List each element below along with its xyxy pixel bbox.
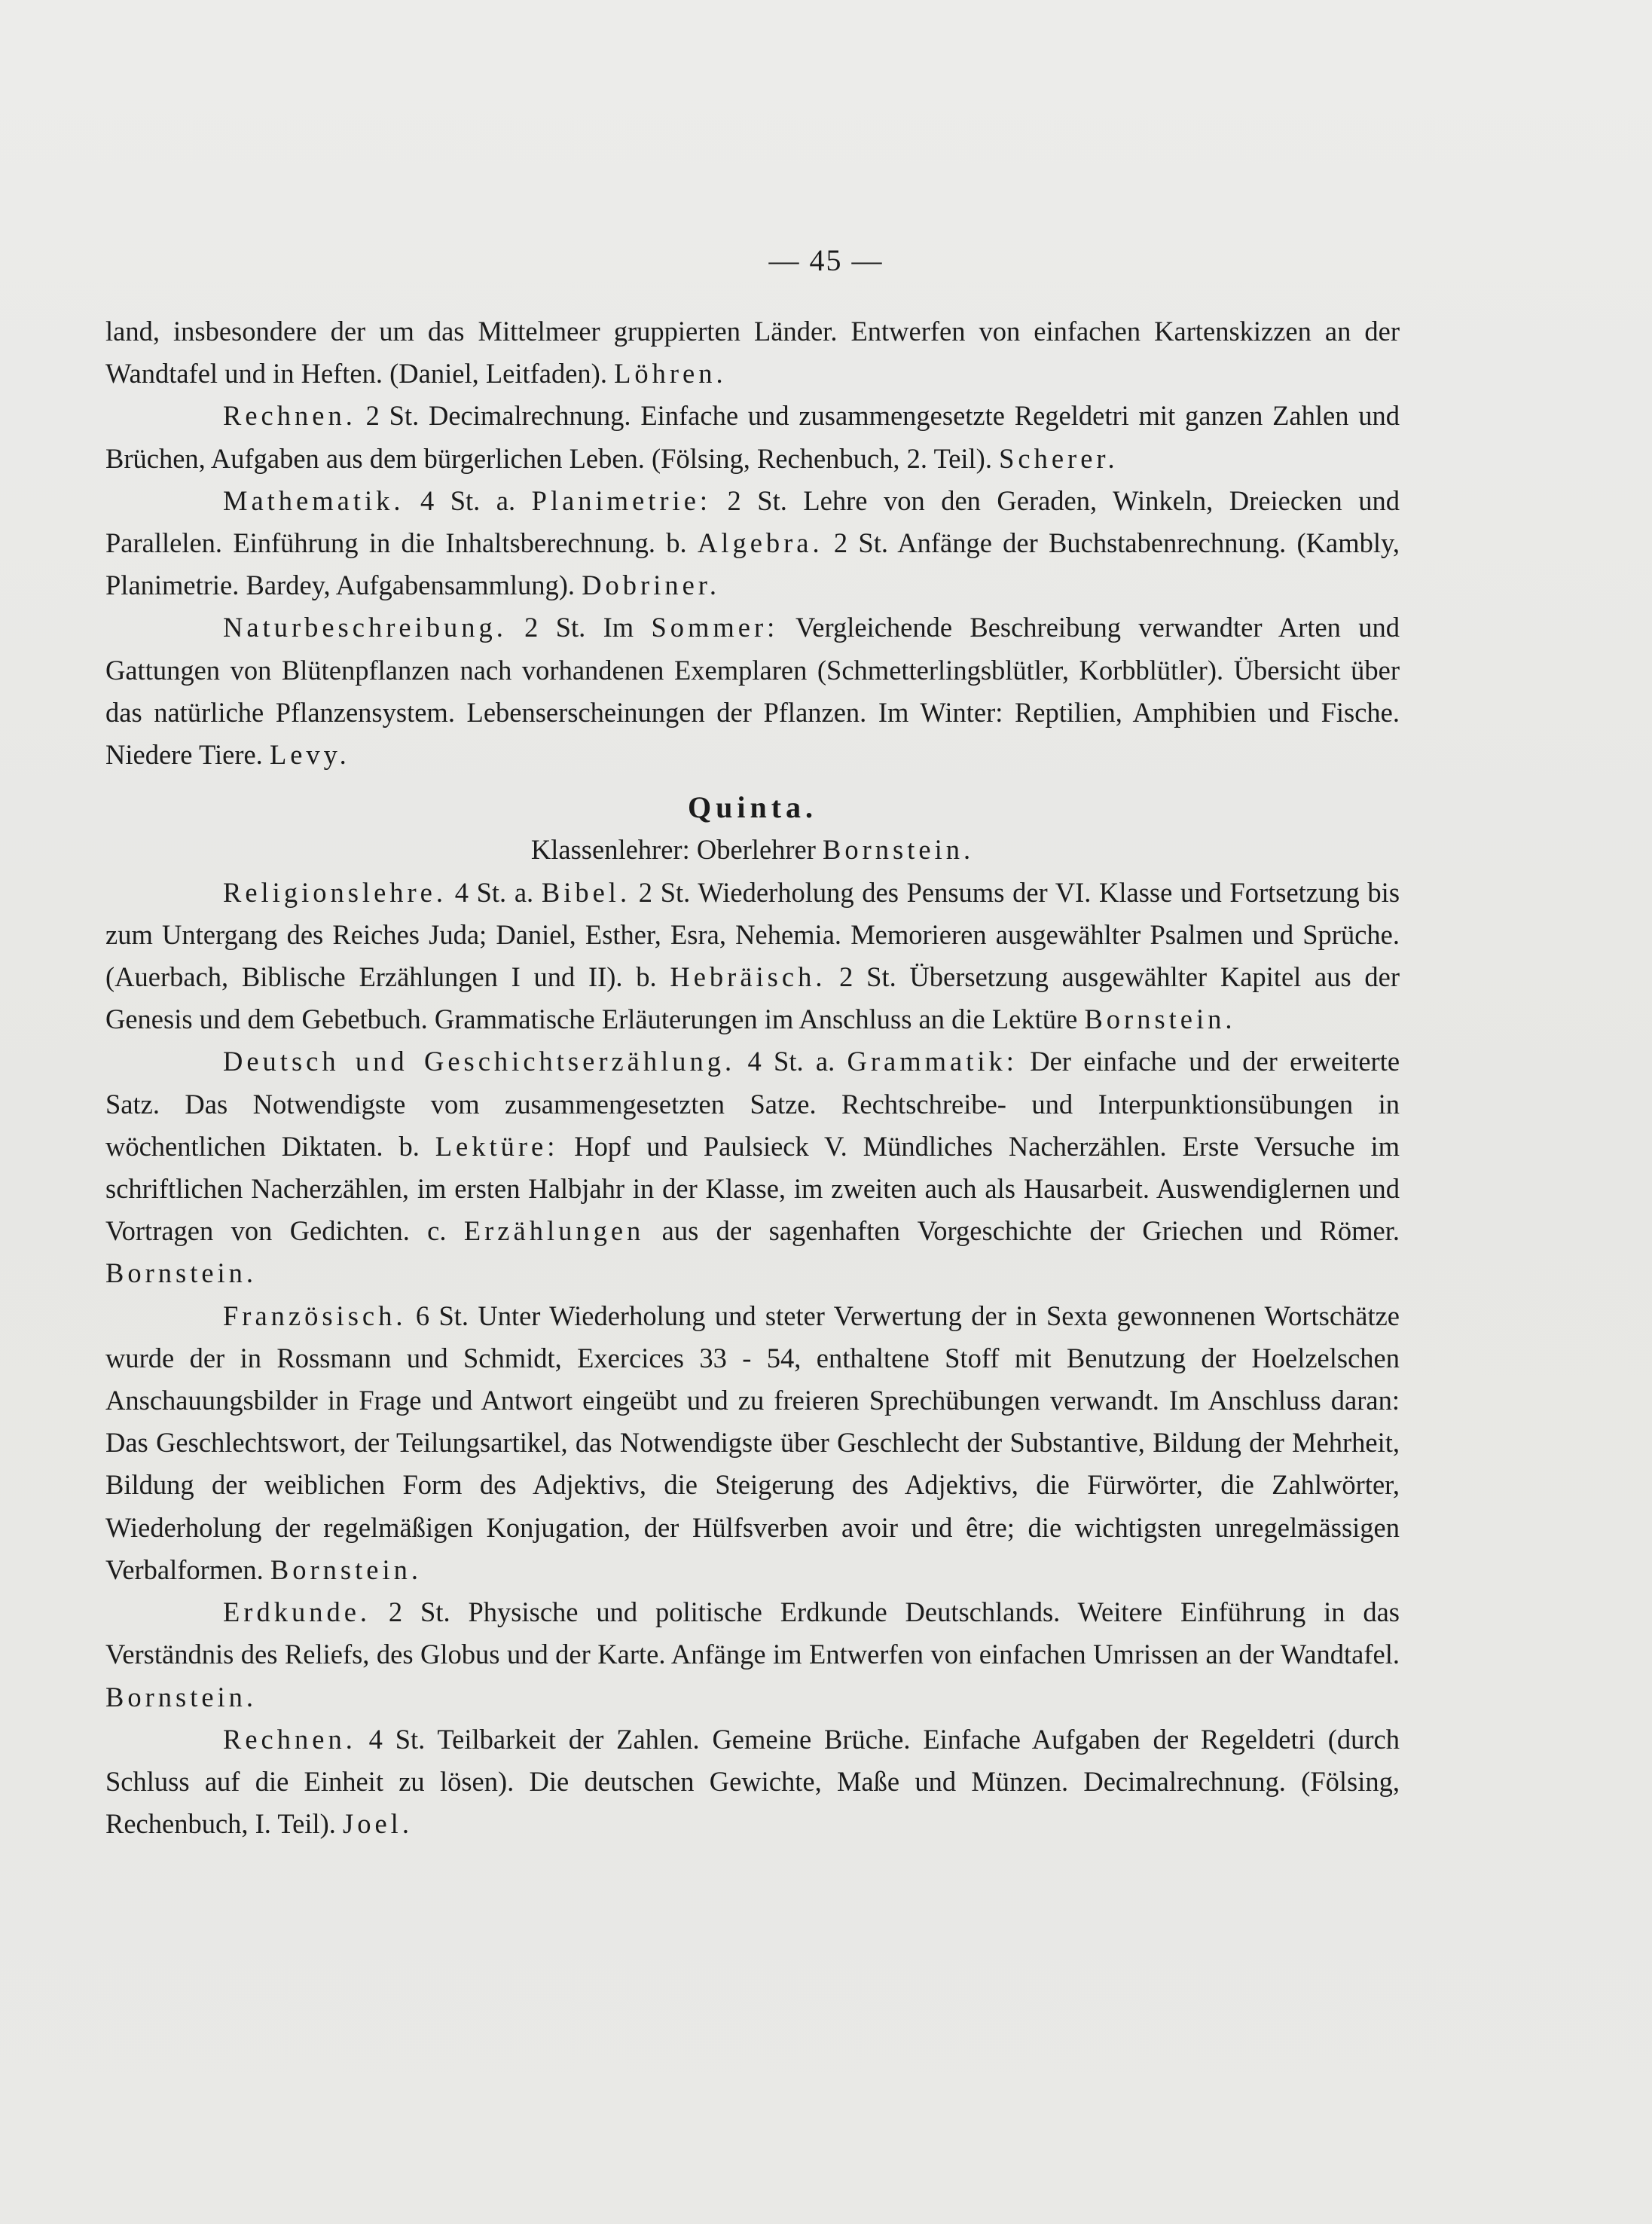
teacher-name: Scherer. [999,442,1119,474]
subject-label: Rechnen. [223,1723,356,1755]
paragraph-geography-sexta: land, insbesondere der um das Mittelmeer gruppierten Länder. Entwerfen von einfachen Kartenskizzen an der Wandtafel und in Heften. (Daniel, Leitfaden). Löhren. [105,316,1400,390]
teacher-name: Bornstein. [823,834,975,866]
paragraph-mathematik: Mathematik. 4 St. a. Planimetrie: 2 St. Lehre von den Geraden, Winkeln, Dreiecken und Parallelen. Einführung in die Inhaltsberechnung. b. Algebra. 2 St. Anfänge der Buchstabenrechnung. (Kambly, Planimetrie. Bardey, Aufgabensammlung). Dobriner. [105,484,1400,601]
teacher-name: Bornstein. [270,1553,422,1585]
teacher-name: Dobriner. [582,570,721,601]
season-label: Winter: [920,696,1003,728]
class-teacher-line: Klassenlehrer: Oberlehrer Bornstein. [530,834,975,866]
teacher-name: Bornstein. [105,1681,258,1712]
subtopic-label: Planimetrie: [531,484,712,516]
subject-label: Mathematik. [223,484,405,516]
teacher-name: Bornstein. [1084,1004,1236,1035]
season-label: Sommer: [651,612,779,643]
subject-label: Religionslehre. [223,876,447,908]
teacher-name: Joel. [343,1808,413,1840]
paragraph-deutsch: Deutsch und Geschichtserzählung. 4 St. a. Grammatik: Der einfache und der erweiterte Satz. Das Notwendigste vom zusammengesetzten Satze. Rechtschreibe- und Interpunktionsübungen in wöchentlichen Diktaten. b. Lektüre: Hopf und Paulsieck V. Mündliches Nacherzählen. Erste Versuche im schriftlichen Nacherzählen, im ersten Halbjahr in der Klasse, im zweiten auch als Hausarbeit. Auswendiglernen und Vortragen von Gedichten. c. Erzählungen aus der sagenhaften Vorgeschichte der Griechen und Römer. Bornstein. [105,1046,1400,1289]
paragraph-franzoesisch: Französisch. 6 St. Unter Wiederholung und steter Verwertung der in Sexta gewonnenen Wortschätze wurde der in Rossmann und Schmidt, Exercices 33 - 54, enthaltene Stoff mit Benutzung der Hoelzelschen Anschauungsbilder in Frage und Antwort eingeübt und zu freieren Sprechübungen verwandt. Im Anschluss daran: Das Geschlechtswort, der Teilungsartikel, das Notwendigste über Geschlecht der Substantive, Bildung der Mehrheit, Bildung der weiblichen Form des Adjektivs, die Steigerung des Adjektivs, die Fürwörter, die Zahlwörter, Wiederholung der regelmäßigen Konjugation, der Hülfsverben avoir und être; die wichtigsten unregelmässigen Verbalformen. Bornstein. [105,1300,1400,1585]
paragraph-naturbeschreibung: Naturbeschreibung. 2 St. Im Sommer: Vergleichende Beschreibung verwandter Arten und Gattungen von Blütenpflanzen nach vorhandenen Exemplaren (Schmetterlingsblütler, Korbblütler). Übersicht über das natürliche Pflanzensystem. Lebenserscheinungen der Pflanzen. Im Winter: Reptilien, Amphibien und Fische. Niedere Tiere. Levy. [105,612,1400,771]
subject-label: Erdkunde. [223,1596,371,1628]
subject-label: Deutsch und Geschichtserzählung. [223,1046,736,1077]
subtopic-label: Grammatik: [847,1046,1018,1077]
paragraph-erdkunde: Erdkunde. 2 St. Physische und politische Erdkunde Deutschlands. Weitere Einführung in das Verständnis des Reliefs, des Globus und der Karte. Anfänge im Entwerfen von einfachen Umrissen an der Wandtafel. Bornstein. [105,1596,1400,1712]
subtopic-label: Hebräisch. [670,961,826,993]
subtopic-label: Bibel. [541,876,631,908]
body-text [105,310,1400,1845]
page-number: — 45 — [768,243,884,277]
section-title: Quinta. [687,790,818,825]
subtopic-label: Lektüre: [435,1130,559,1162]
subject-label: Rechnen. [223,400,356,432]
paragraph-rechnen-sexta: Rechnen. 2 St. Decimalrechnung. Einfache und zusammengesetzte Regeldetri mit ganzen Zahlen und Brüchen, Aufgaben aus dem bürgerlichen Leben. (Fölsing, Rechenbuch, 2. Teil). Scherer. [105,400,1400,474]
subtopic-label: Algebra. [697,527,823,559]
subject-label: Französisch. [223,1300,407,1331]
paragraph-religionslehre: Religionslehre. 4 St. a. Bibel. 2 St. Wiederholung des Pensums der VI. Klasse und Fortsetzung bis zum Untergang des Reiches Juda; Daniel, Esther, Esra, Nehemia. Memorieren ausgewählter Psalmen und Sprüche. (Auerbach, Biblische Erzählungen I und II). b. Hebräisch. 2 St. Übersetzung ausgewählter Kapitel aus der Genesis und dem Gebetbuch. Grammatische Erläuterungen im Anschluss an die Lektüre Bornstein. [105,876,1400,1035]
teacher-name: Löhren. [614,358,727,390]
subject-label: Naturbeschreibung. [223,612,507,643]
teacher-name: Levy. [269,739,350,771]
teacher-name: Bornstein. [105,1257,258,1289]
subtopic-label: Erzählungen [463,1215,645,1247]
paragraph-rechnen-quinta: Rechnen. 4 St. Teilbarkeit der Zahlen. Gemeine Brüche. Einfache Aufgaben der Regeldetri (durch Schluss auf die Einheit zu lösen). Die deutschen Gewichte, Maße und Münzen. Decimalrechnung. (Fölsing, Rechenbuch, I. Teil). Joel. [105,1723,1400,1840]
